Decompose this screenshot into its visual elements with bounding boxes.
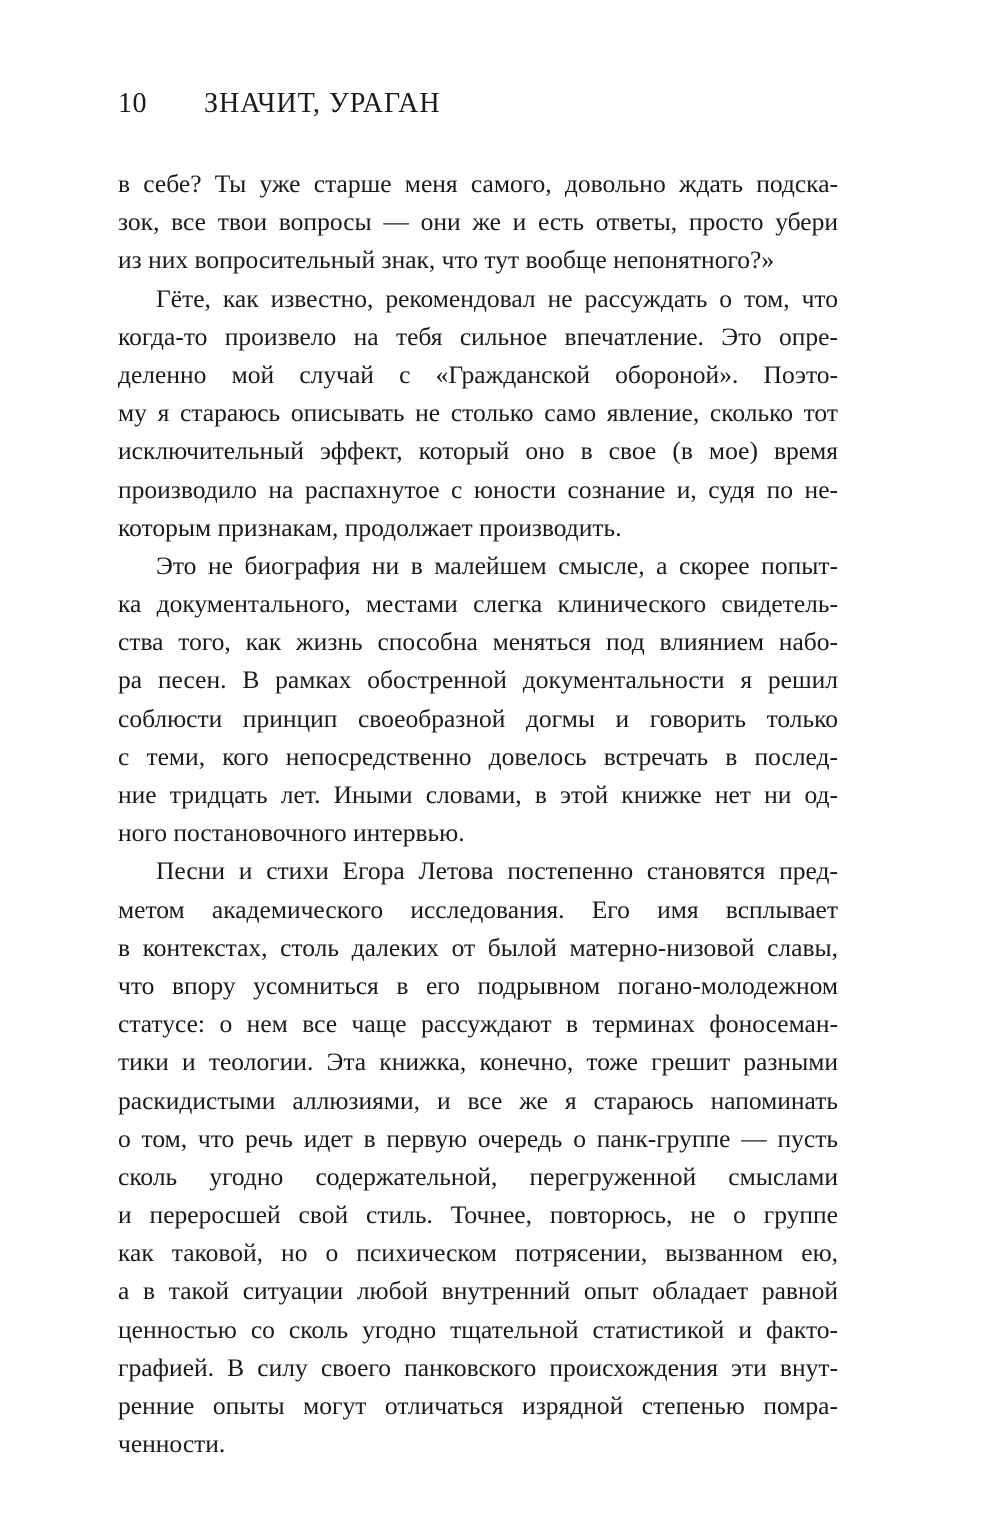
body-text xyxy=(118,165,838,1463)
text-line: что впору усомниться в его подрывном погано-молодежном xyxy=(118,970,838,1000)
text-line: как таковой, но о психическом потрясении, вызванном ею, xyxy=(118,1238,838,1268)
text-line: ра песен. В рамках обостренной документальности я решил xyxy=(118,665,838,695)
text-line: раскидистыми аллюзиями, и все же я стараюсь напоминать xyxy=(118,1085,838,1115)
text-line: соблюсти принцип своеобразной догмы и говорить только xyxy=(118,703,838,733)
text-line: когда-то произвело на тебя сильное впечатление. Это опре- xyxy=(118,321,838,351)
text-line: и переросшей свой стиль. Точнее, повторюсь, не о группе xyxy=(118,1200,838,1230)
text-line: ренние опыты могут отличаться изрядной степенью помра- xyxy=(118,1391,838,1420)
text-line: Песни и стихи Егора Летова постепенно становятся пред- xyxy=(156,856,838,886)
text-line: Это не биография ни в малейшем смысле, а скорее попыт- xyxy=(156,550,838,580)
text-line: ка документального, местами слегка клинического свидетель- xyxy=(118,589,838,619)
text-line: метом академического исследования. Его имя всплывает xyxy=(118,894,838,924)
page-number: 10 xyxy=(118,88,147,119)
paragraph xyxy=(118,165,838,280)
text-line: му я стараюсь описывать не столько само явление, сколько тот xyxy=(118,398,838,428)
text-line: производило на распахнутое с юности сознание и, судя по не- xyxy=(118,474,838,504)
text-line: в себе? Ты уже старше меня самого, довольно ждать подска- xyxy=(118,169,838,198)
running-head xyxy=(118,88,441,120)
text-line: ние тридцать лет. Иными словами, в этой книжке нет ни од- xyxy=(118,780,838,809)
text-line: исключительный эффект, который оно в свое (в мое) время xyxy=(118,436,838,466)
text-line: ного постановочного интервью. xyxy=(118,818,465,848)
text-line: Гёте, как известно, рекомендовал не рассуждать о том, что xyxy=(156,283,838,313)
text-line: зок, все твои вопросы — они же и есть ответы, просто убери xyxy=(118,207,838,237)
paragraph xyxy=(118,852,838,1463)
text-line: которым признакам, продолжает производить. xyxy=(118,512,622,542)
text-line: о том, что речь идет в первую очередь о панк-группе — пусть xyxy=(118,1123,838,1153)
paragraph xyxy=(118,547,838,853)
chapter-title: ЗНАЧИТ, УРАГАН xyxy=(204,88,441,119)
text-line: ценностью со сколь угодно тщательной статистикой и факто- xyxy=(118,1314,838,1344)
paragraph xyxy=(118,280,838,547)
text-line: графией. В силу своего панковского происхождения эти внут- xyxy=(118,1352,838,1382)
text-line: ченности. xyxy=(118,1429,226,1459)
text-line: с теми, кого непосредственно довелось встречать в послед- xyxy=(118,741,838,771)
text-line: ства того, как жизнь способна меняться под влиянием набо- xyxy=(118,627,838,657)
text-line: тики и теологии. Эта книжка, конечно, тоже грешит разными xyxy=(118,1047,838,1077)
text-line: сколь угодно содержательной, перегруженной смыслами xyxy=(118,1161,838,1191)
text-line: статусе: о нем все чаще рассуждают в терминах фоносеман- xyxy=(118,1009,838,1039)
text-line: из них вопросительный знак, что тут вообще непонятного?» xyxy=(118,245,775,275)
text-line: деленно мой случай с «Гражданской обороной». Поэто- xyxy=(118,359,838,389)
text-line: а в такой ситуации любой внутренний опыт обладает равной xyxy=(118,1276,838,1306)
text-line: в контекстах, столь далеких от былой матерно-низовой славы, xyxy=(118,932,838,962)
